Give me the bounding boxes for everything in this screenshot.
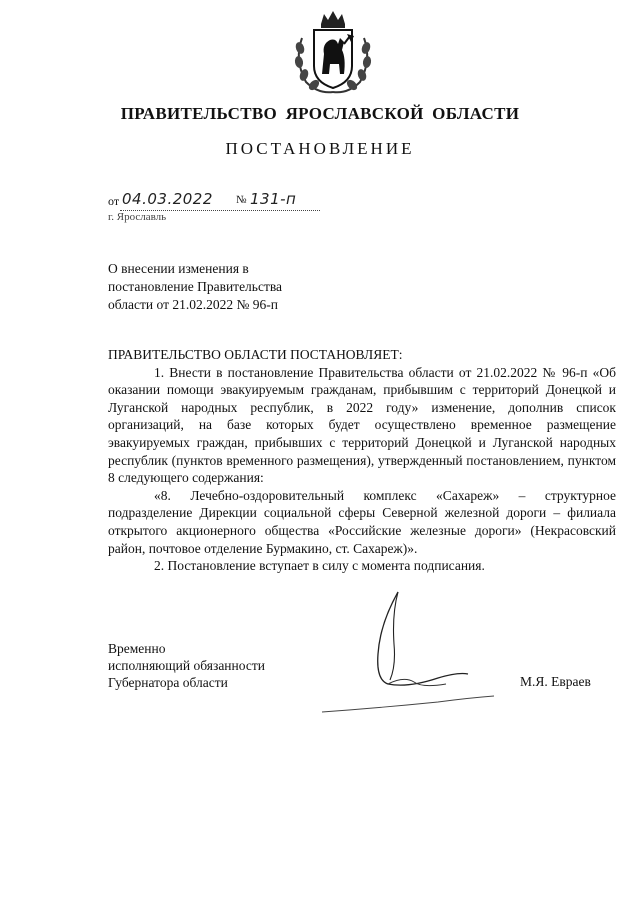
paragraph-1: 1. Внести в постановление Правительства области от 21.02.2022 № 96-п «Об оказании помощи эвакуируемым гражданам, прибывшим с территорий Донецкой и Луганской народных республик, в 2022 году» изменение, дополнив список организаций, на базе которых будет осуществлено временное размещение эвакуируемых граждан, прибывших с территорий Донецкой и Луганской народных республик (пунктов временного размещения), утвержденный постановлением, пунктом 8 следующего содержания:	[108, 364, 616, 486]
city-label: г. Ярославль	[108, 211, 167, 223]
registration-date: 04.03.2022	[122, 190, 213, 208]
paragraph-quote: «8. Лечебно-оздоровительный комплекс «Сахареж» – структурное подразделение Дирекции социальной сферы Северной железной дороги – филиала открытого акционерного общества «Российские железные дороги» (Некрасовский район, почтовое отделение Бурмакино, ст. Сахареж)».	[108, 487, 616, 556]
date-prefix: от	[108, 194, 120, 208]
signatory-position: Временно исполняющий обязанности Губернатора области	[108, 641, 265, 690]
handwritten-signature-icon	[318, 584, 498, 724]
decree-line: ПРАВИТЕЛЬСТВО ОБЛАСТИ ПОСТАНОВЛЯЕТ:	[108, 347, 403, 362]
paragraph-2: 2. Постановление вступает в силу с момента подписания.	[154, 558, 485, 574]
number-sign: №	[236, 194, 247, 206]
document-subject: О внесении изменения в постановление Правительства области от 21.02.2022 № 96-п	[108, 261, 283, 312]
coat-of-arms-icon	[288, 8, 378, 96]
registration-number: 131-п	[250, 190, 297, 208]
government-title: ПРАВИТЕЛЬСТВО ЯРОСЛАВСКОЙ ОБЛАСТИ	[120, 104, 520, 123]
document-type: ПОСТАНОВЛЕНИЕ	[225, 139, 415, 158]
signatory-name: М.Я. Евраев	[520, 674, 591, 689]
document-body	[108, 346, 616, 575]
